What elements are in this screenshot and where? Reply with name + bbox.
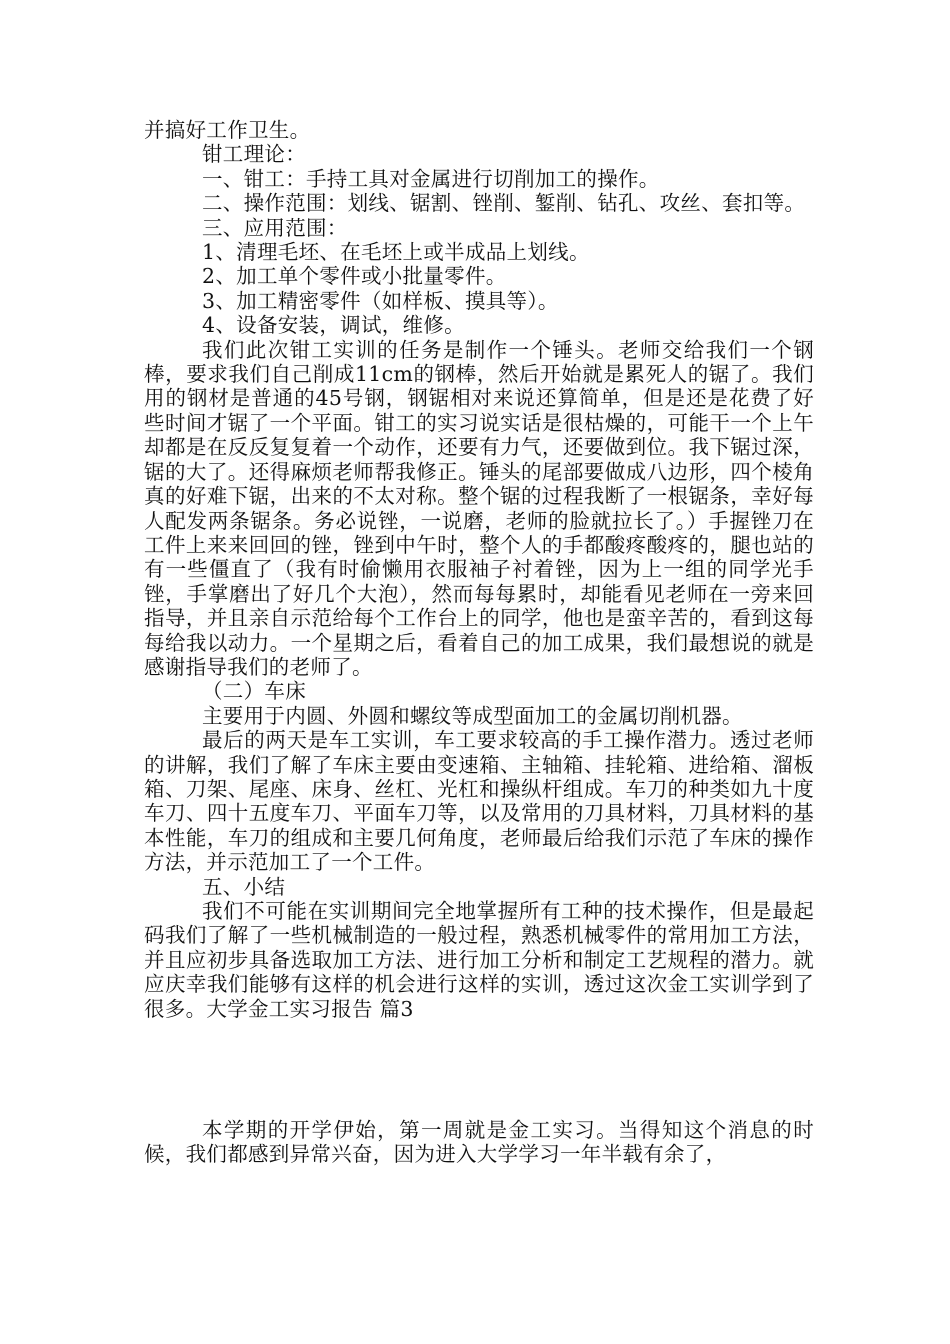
document-body: [144, 118, 814, 1167]
section-gap: [144, 1021, 814, 1118]
paragraph-continuation: 并搞好工作卫生。: [144, 118, 311, 142]
list-item-definition: 一、钳工：手持工具对金属进行切削加工的操作。: [202, 166, 660, 191]
paragraph-fitter-training: 我们此次钳工实训的任务是制作一个锤头。老师交给我们一个钢棒，要求我们自己削成11cm的钢棒，然后开始就是累死人的锯了。我们用的钢材是普通的45号钢，钢锯相对来说还算简单，但是还是花费了好些时间才锯了一个平面。钳工的实习说实话是很枯燥的，可能干一个上午却都是在反反复复着一个动作，还要有力气，还要做到位。我下锯过深，锯的大了。还得麻烦老师帮我修正。锤头的尾部要做成八边形，四个棱角真的好难下锯，出来的不太对称。整个锯的过程我断了一根锯条，幸好每人配发两条锯条。务必说锉，一说磨，老师的脸就拉长了。）手握锉刀在工件上来来回回的锉，锉到中午时，整个人的手都酸疼酸疼的，腿也站的有一些僵直了（我有时偷懒用衣服袖子衬着锉，因为上一组的同学光手锉，手掌磨出了好几个大泡），然而每每累时，却能看见老师在一旁来回指导，并且亲自示范给每个工作台上的同学，他也是蛮辛苦的，看到这每每给我以动力。一个星期之后，看着自己的加工成果，我们最想说的就是感谢指导我们的老师了。: [144, 337, 814, 679]
list-item-1: 1、清理毛坯、在毛坯上或半成品上划线。: [202, 240, 590, 265]
list-item-3: 3、加工精密零件（如样板、摸具等）。: [202, 288, 559, 313]
heading-lathe: （二）车床: [202, 679, 306, 704]
heading-fitter-theory: 钳工理论：: [202, 142, 306, 167]
paragraph-summary: 我们不可能在实训期间完全地掌握所有工种的技术操作，但是最起码我们了解了一些机械制造的一般过程，熟悉机械零件的常用加工方法，并且应初步具备选取加工方法、进行加工分析和制定工艺规程的潜力。就应庆幸我们能够有这样的机会进行这样的实训，透过这次金工实训学到了很多。大学金工实习报告 篇3: [144, 899, 814, 1021]
list-item-application-scope: 三、应用范围：: [202, 215, 348, 240]
heading-summary: 五、小结: [202, 874, 286, 899]
paragraph-report-3-intro: 本学期的开学伊始，第一周就是金工实习。当得知这个消息的时候，我们都感到异常兴奋，因为进入大学学习一年半载有余了，: [144, 1118, 814, 1167]
list-item-operation-scope: 二、操作范围：划线、锯割、锉削、錾削、钻孔、攻丝、套扣等。: [202, 191, 806, 216]
list-item-4: 4、设备安装，调试，维修。: [202, 313, 465, 338]
list-item-2: 2、加工单个零件或小批量零件。: [202, 264, 507, 289]
paragraph-lathe-definition: 主要用于内圆、外圆和螺纹等成型面加工的金属切削机器。: [202, 703, 743, 728]
paragraph-lathe-training: 最后的两天是车工实训，车工要求较高的手工操作潜力。透过老师的讲解，我们了解了车床主要由变速箱、主轴箱、挂轮箱、进给箱、溜板箱、刀架、尾座、床身、丝杠、光杠和操纵杆组成。车刀的种类如九十度车刀、四十五度车刀、平面车刀等，以及常用的刀具材料，刀具材料的基本性能，车刀的组成和主要几何角度，老师最后给我们示范了车床的操作方法，并示范加工了一个工件。: [144, 728, 814, 875]
